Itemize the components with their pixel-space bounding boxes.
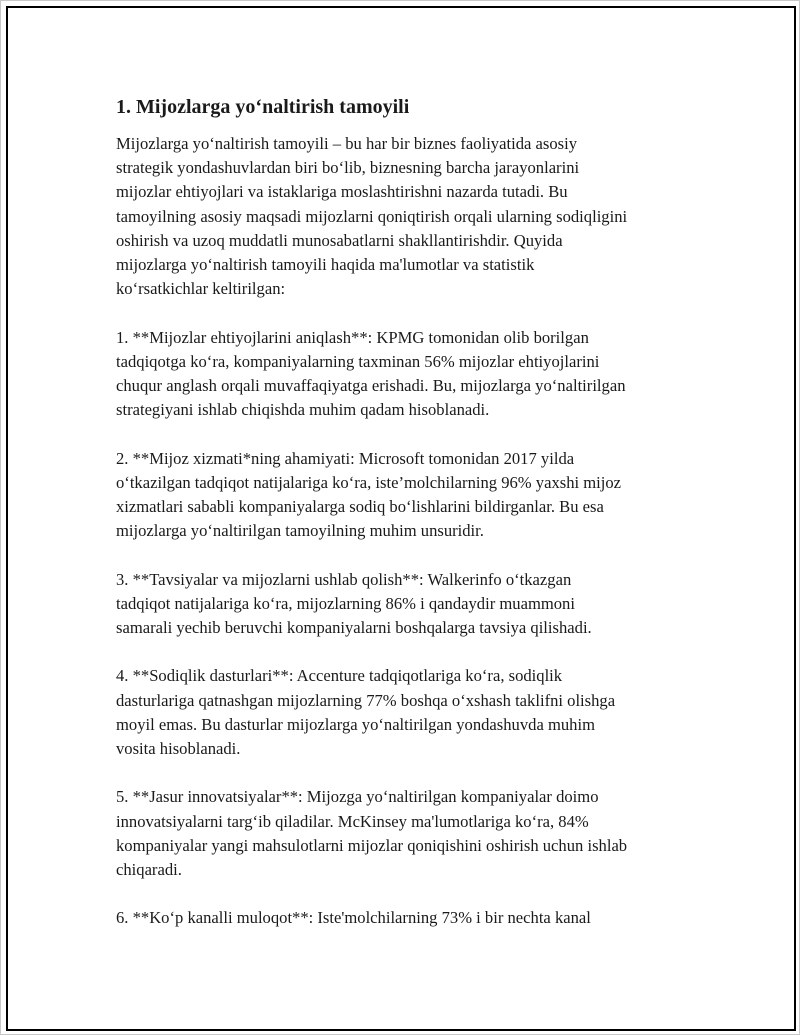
intro-paragraph [116, 132, 696, 301]
text-line: 1. **Mijozlar ehtiyojlarini aniqlash**: KPMG tomonidan olib borilgan [116, 327, 589, 347]
text-line: 4. **Sodiqlik dasturlari**: Accenture tadqiqotlariga ko‘ra, sodiqlik [116, 666, 563, 686]
list-item-1 [116, 326, 696, 423]
text-line: chiqaradi. [116, 860, 182, 880]
text-line: ko‘rsatkichlar keltirilgan: [116, 279, 286, 299]
text-line: 3. **Tavsiyalar va mijozlarni ushlab qolish**: Walkerinfo o‘tkazgan [116, 569, 572, 589]
text-line: xizmatlari sababli kompaniyalarga sodiq bo‘lishlarini bildirganlar. Bu esa [116, 497, 604, 517]
list-item-3 [116, 568, 696, 641]
text-line: chuqur anglash orqali muvaffaqiyatga erishadi. Bu, mijozlarga yo‘naltirilgan [116, 376, 626, 396]
text-line: innovatsiyalarni targ‘ib qiladilar. McKinsey ma'lumotlariga ko‘ra, 84% [116, 811, 589, 831]
text-line: o‘tkazilgan tadqiqot natijalariga ko‘ra, iste’molchilarning 96% yaxshi mijoz [116, 472, 622, 492]
text-line: 2. **Mijoz xizmati*ning ahamiyati: Microsoft tomonidan 2017 yilda [116, 448, 575, 468]
text-line: strategiyani ishlab chiqishda muhim qadam hisoblanadi. [116, 400, 490, 420]
section-heading: 1. Mijozlarga yo‘naltirish tamoyili [116, 96, 410, 118]
text-line: mijozlar ehtiyojlari va istaklariga moslashtirishni nazarda tutadi. Bu [116, 182, 568, 202]
text-line: vosita hisoblanadi. [116, 739, 241, 759]
text-line: Mijozlarga yo‘naltirish tamoyili – bu har bir biznes faoliyatida asosiy [116, 134, 577, 153]
text-line: mijozlarga yo‘naltirilgan tamoyilning muhim unsuridir. [116, 521, 484, 541]
text-line: kompaniyalar yangi mahsulotlarni mijozlar qoniqishini oshirish uchun ishlab [116, 835, 628, 855]
text-line: oshirish va uzoq muddatli munosabatlarni shakllantirishdir. Quyida [116, 230, 563, 250]
text-line: 6. **Ko‘p kanalli muloqot**: Iste'molchilarning 73% i bir nechta kanal [116, 908, 591, 928]
text-line: dasturlariga qatnashgan mijozlarning 77% boshqa o‘xshash taklifni olishga [116, 690, 616, 710]
text-line: mijozlarga yo‘naltirish tamoyili haqida ma'lumotlar va statistik [116, 255, 535, 275]
text-line: moyil emas. Bu dasturlar mijozlarga yo‘naltirilgan yondashuvda muhim [116, 714, 595, 734]
text-line: 5. **Jasur innovatsiyalar**: Mijozga yo‘naltirilgan kompaniyalar doimo [116, 787, 599, 807]
text-line: samarali yechib beruvchi kompaniyalarni boshqalarga tavsiya qilishadi. [116, 618, 592, 638]
list-item-6 [116, 906, 696, 930]
text-line: strategik yondashuvlardan biri bo‘lib, biznesning barcha jarayonlarini [116, 158, 580, 178]
document-body [116, 94, 696, 955]
text-line: tamoyilning asosiy maqsadi mijozlarni qoniqtirish orqali ularning sodiqligini [116, 206, 628, 226]
list-item-5 [116, 785, 696, 882]
list-item-2 [116, 447, 696, 544]
list-item-4 [116, 664, 696, 761]
text-line: tadqiqot natijalariga ko‘ra, mijozlarning 86% i qandaydir muammoni [116, 593, 575, 613]
text-line: tadqiqotga ko‘ra, kompaniyalarning taxminan 56% mijozlar ehtiyojlarini [116, 351, 600, 371]
